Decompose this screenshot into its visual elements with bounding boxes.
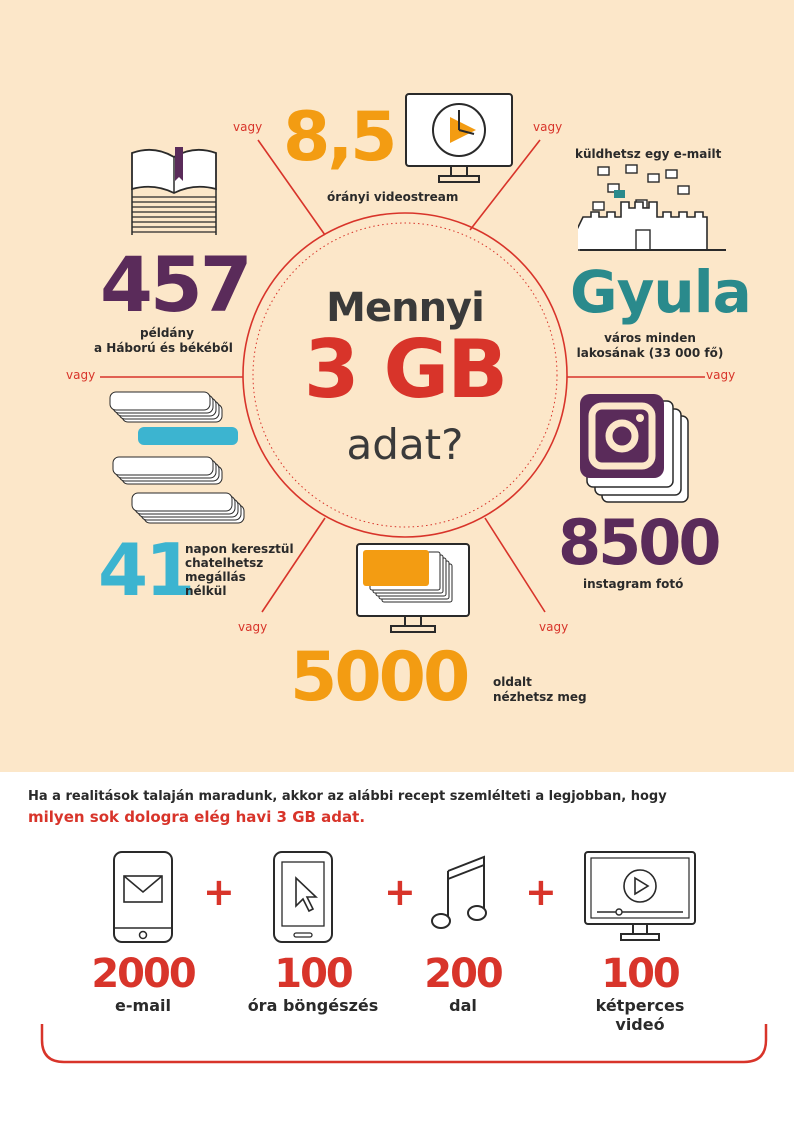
recipe-label-line1: kétperces <box>595 996 685 1015</box>
connector-label: vagy <box>539 620 569 634</box>
book-stack-icon <box>128 145 220 240</box>
recipe-label: óra böngészés <box>247 996 379 1015</box>
recipe-value: 100 <box>274 951 352 997</box>
chat-days-value: 41 <box>98 528 193 612</box>
phone-envelope-icon <box>112 850 174 945</box>
connector-label: vagy <box>706 368 736 382</box>
castle-envelopes-icon <box>578 162 728 262</box>
recipe-intro-text: Ha a realitások talaján maradunk, akkor az alábbi recept szemlélteti a legjobban, hogy <box>28 789 667 804</box>
connector-label: vagy <box>233 120 263 134</box>
chat-label-line1: napon keresztül <box>185 542 294 556</box>
recipe-bracket <box>38 1020 770 1068</box>
center-title-line3: adat? <box>346 420 464 469</box>
recipe-value: 200 <box>424 951 502 997</box>
video-hours-label: órányi videostream <box>327 190 459 204</box>
pages-label-line2: nézhetsz meg <box>493 690 587 704</box>
chat-label-line4: nélkül <box>185 584 227 598</box>
plus-sign: + <box>525 870 557 914</box>
connector-label: vagy <box>533 120 563 134</box>
tablet-cursor-icon <box>272 850 334 945</box>
instagram-stack-icon <box>578 392 693 507</box>
monitor-pages-icon <box>355 542 475 637</box>
chat-label-line3: megállás <box>185 570 246 584</box>
city-label: város minden lakosának (33 000 fő) <box>576 331 724 360</box>
pages-value: 5000 <box>290 638 468 717</box>
monitor-clock-play-icon <box>404 92 514 187</box>
monitor-video-icon <box>583 850 698 948</box>
recipe-label: e-mail <box>115 996 171 1015</box>
instagram-value: 8500 <box>558 506 719 579</box>
recipe-label-line2: videó <box>615 1015 665 1034</box>
book-copies-value: 457 <box>100 240 250 329</box>
video-hours-value: 8,5 <box>283 98 395 177</box>
email-label-top: küldhetsz egy e-mailt <box>575 147 722 161</box>
instagram-label: instagram fotó <box>583 577 684 591</box>
chat-label-line2: chatelhetsz <box>185 556 264 570</box>
plus-sign: + <box>384 870 416 914</box>
music-note-icon <box>430 853 490 933</box>
chat-bubbles-icon <box>108 390 253 530</box>
center-title-3gb: 3 GB <box>303 323 507 416</box>
book-label-line2: a Háború és békéből <box>94 341 233 355</box>
connector-label: vagy <box>238 620 268 634</box>
city-value: Gyula <box>570 258 751 326</box>
center-title-line1: Mennyi <box>326 285 484 331</box>
recipe-label: dal <box>449 996 477 1015</box>
recipe-highlight-text: milyen sok dologra elég havi 3 GB adat. <box>28 808 366 826</box>
plus-sign: + <box>203 870 235 914</box>
pages-label-line1: oldalt <box>493 675 532 689</box>
recipe-value: 100 <box>601 951 679 997</box>
recipe-value: 2000 <box>91 951 195 997</box>
book-label-line1: példány <box>140 326 194 340</box>
connector-label: vagy <box>66 368 96 382</box>
